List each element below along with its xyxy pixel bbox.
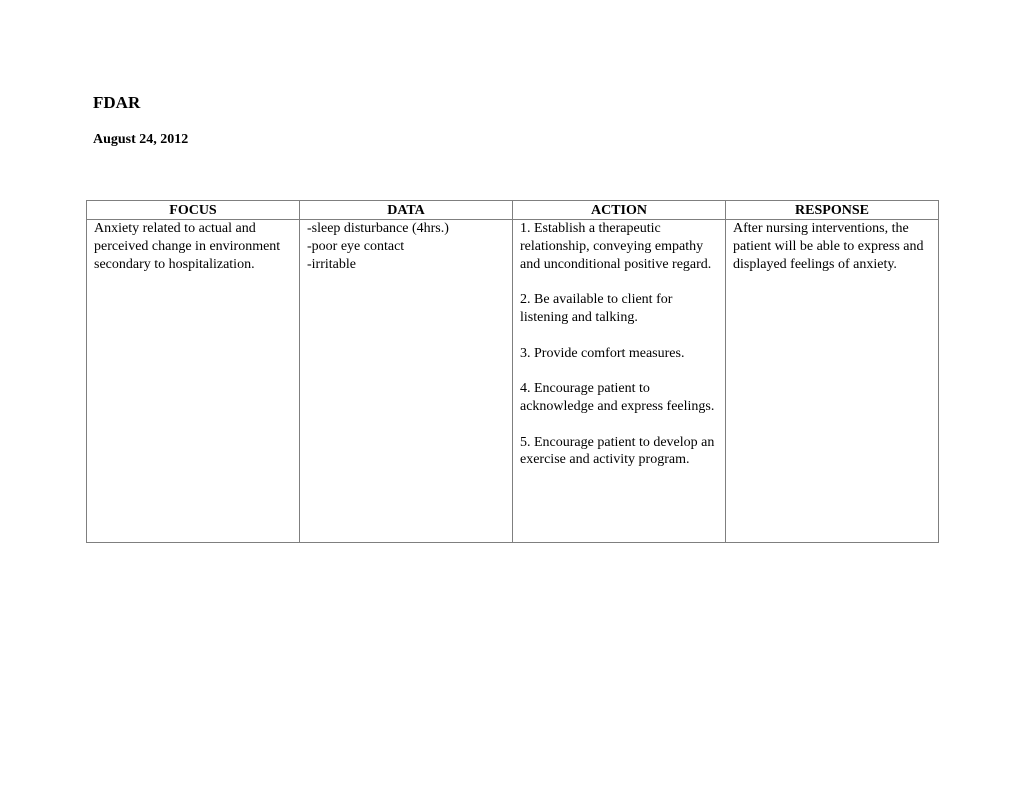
data-item: -irritable	[307, 256, 356, 272]
header-focus: FOCUS	[87, 201, 300, 220]
action-item: 4. Encourage patient to acknowledge and express feelings.	[520, 381, 715, 414]
table-row	[87, 220, 939, 543]
fdar-table	[86, 200, 939, 543]
response-cell: After nursing interventions, the patient will be able to express and displayed feelings of anxiety.	[726, 220, 939, 543]
action-item: 1. Establish a therapeutic relationship, conveying empathy and unconditional positive regard.	[520, 221, 712, 272]
data-item: -sleep disturbance (4hrs.)	[307, 221, 449, 236]
header-action: ACTION	[513, 201, 726, 220]
action-item: 5. Encourage patient to develop an exercise and activity program.	[520, 434, 715, 468]
document-title: FDAR	[93, 93, 141, 112]
action-cell	[513, 220, 726, 543]
header-data: DATA	[300, 201, 513, 220]
document-date: August 24, 2012	[93, 132, 189, 147]
data-cell	[300, 220, 513, 543]
table-header-row	[87, 201, 939, 220]
action-item: 3. Provide comfort measures.	[520, 345, 685, 361]
action-item: 2. Be available to client for listening and talking.	[520, 292, 673, 325]
data-item: -poor eye contact	[307, 238, 405, 254]
focus-cell: Anxiety related to actual and perceived change in environment secondary to hospitalization.	[87, 220, 300, 543]
header-response: RESPONSE	[726, 201, 939, 220]
